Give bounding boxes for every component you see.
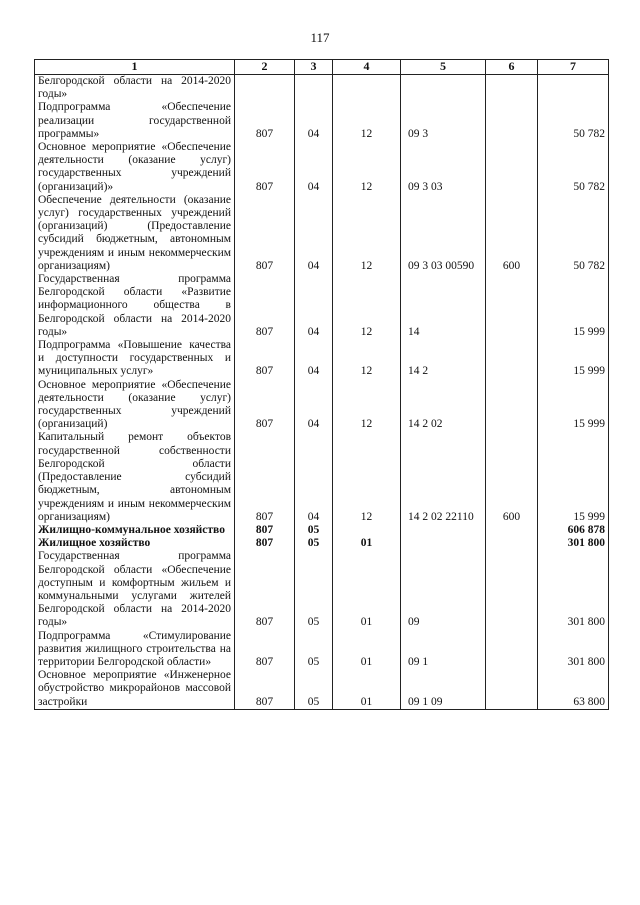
row-name-cell: Основное мероприятие «Инженерное обустройство микрорайонов массовой застройки xyxy=(35,669,235,709)
row-csr-cell xyxy=(401,75,486,102)
row-rz-cell: 04 xyxy=(295,431,333,523)
row-name-cell: Капитальный ремонт объектов государственной собственности Белгородской области (Предоставление субсидий бюджетным, автономным учреждениям и иным некоммерческим организациям) xyxy=(35,431,235,523)
row-amount-cell: 15 999 xyxy=(538,379,609,432)
table-row xyxy=(35,630,609,670)
table-row xyxy=(35,431,609,523)
row-vr-cell: 600 xyxy=(486,431,538,523)
column-header: 4 xyxy=(333,60,401,75)
row-vr-cell xyxy=(486,379,538,432)
row-name-cell: Основное мероприятие «Обеспечение деятельности (оказание услуг) государственных учреждений (организаций)» xyxy=(35,141,235,194)
column-header: 7 xyxy=(538,60,609,75)
budget-table xyxy=(34,59,609,710)
row-vr-cell xyxy=(486,141,538,194)
row-amount-cell: 50 782 xyxy=(538,141,609,194)
table-row xyxy=(35,379,609,432)
row-pr-cell xyxy=(333,524,401,537)
row-csr-cell: 09 3 03 00590 xyxy=(401,194,486,273)
row-pr-cell: 12 xyxy=(333,431,401,523)
row-gr-cell: 807 xyxy=(235,273,295,339)
row-amount-cell: 15 999 xyxy=(538,273,609,339)
row-csr-cell: 14 2 xyxy=(401,339,486,379)
table-row xyxy=(35,273,609,339)
table-row xyxy=(35,339,609,379)
row-rz-cell: 05 xyxy=(295,550,333,629)
row-rz-cell: 04 xyxy=(295,141,333,194)
row-name-cell: Обеспечение деятельности (оказание услуг) государственных учреждений (организаций) (Предоставление субсидий бюджетным, автономным учреждениям и иным некоммерческим организациям) xyxy=(35,194,235,273)
row-gr-cell: 807 xyxy=(235,537,295,550)
row-pr-cell: 12 xyxy=(333,101,401,141)
row-gr-cell: 807 xyxy=(235,669,295,709)
row-vr-cell xyxy=(486,537,538,550)
row-gr-cell: 807 xyxy=(235,630,295,670)
row-name-cell: Жилищно-коммунальное хозяйство xyxy=(35,524,235,537)
row-csr-cell: 14 2 02 xyxy=(401,379,486,432)
row-pr-cell: 01 xyxy=(333,630,401,670)
row-rz-cell: 05 xyxy=(295,669,333,709)
row-pr-cell xyxy=(333,75,401,102)
row-vr-cell xyxy=(486,669,538,709)
row-vr-cell xyxy=(486,75,538,102)
row-name-cell: Подпрограмма «Стимулирование развития жилищного строительства на территории Белгородской области» xyxy=(35,630,235,670)
row-pr-cell: 12 xyxy=(333,339,401,379)
row-name-cell: Белгородской области на 2014-2020 годы» xyxy=(35,75,235,102)
row-vr-cell xyxy=(486,630,538,670)
row-vr-cell xyxy=(486,339,538,379)
row-amount-cell: 15 999 xyxy=(538,339,609,379)
table-header-row xyxy=(35,60,609,75)
row-rz-cell: 05 xyxy=(295,537,333,550)
table-row xyxy=(35,550,609,629)
row-amount-cell: 301 800 xyxy=(538,537,609,550)
row-name-cell: Основное мероприятие «Обеспечение деятельности (оказание услуг) государственных учреждений (организаций) xyxy=(35,379,235,432)
row-name-cell: Подпрограмма «Обеспечение реализации государственной программы» xyxy=(35,101,235,141)
table-body xyxy=(35,75,609,710)
row-gr-cell: 807 xyxy=(235,101,295,141)
row-gr-cell: 807 xyxy=(235,379,295,432)
row-pr-cell: 01 xyxy=(333,537,401,550)
row-csr-cell: 09 3 xyxy=(401,101,486,141)
table-row xyxy=(35,194,609,273)
row-amount-cell: 50 782 xyxy=(538,194,609,273)
row-amount-cell: 15 999 xyxy=(538,431,609,523)
row-csr-cell: 14 2 02 22110 xyxy=(401,431,486,523)
row-rz-cell: 04 xyxy=(295,194,333,273)
row-gr-cell: 807 xyxy=(235,431,295,523)
column-header: 5 xyxy=(401,60,486,75)
row-vr-cell xyxy=(486,524,538,537)
row-gr-cell xyxy=(235,75,295,102)
table-row xyxy=(35,75,609,102)
row-rz-cell xyxy=(295,75,333,102)
row-csr-cell: 09 1 09 xyxy=(401,669,486,709)
row-name-cell: Подпрограмма «Повышение качества и доступности государственных и муниципальных услуг» xyxy=(35,339,235,379)
table-row xyxy=(35,101,609,141)
row-amount-cell xyxy=(538,75,609,102)
row-csr-cell: 09 xyxy=(401,550,486,629)
row-name-cell: Государственная программа Белгородской области «Обеспечение доступным и комфортным жильем и коммунальными услугами жителей Белгородской области на 2014-2020 годы» xyxy=(35,550,235,629)
row-vr-cell xyxy=(486,550,538,629)
row-amount-cell: 301 800 xyxy=(538,550,609,629)
row-csr-cell xyxy=(401,537,486,550)
column-header: 6 xyxy=(486,60,538,75)
row-amount-cell: 50 782 xyxy=(538,101,609,141)
row-gr-cell: 807 xyxy=(235,550,295,629)
row-gr-cell: 807 xyxy=(235,194,295,273)
table-row xyxy=(35,537,609,550)
column-header: 3 xyxy=(295,60,333,75)
row-gr-cell: 807 xyxy=(235,141,295,194)
row-csr-cell: 09 3 03 xyxy=(401,141,486,194)
row-amount-cell: 301 800 xyxy=(538,630,609,670)
row-pr-cell: 12 xyxy=(333,273,401,339)
table-row xyxy=(35,669,609,709)
row-name-cell: Жилищное хозяйство xyxy=(35,537,235,550)
row-pr-cell: 01 xyxy=(333,669,401,709)
row-rz-cell: 05 xyxy=(295,524,333,537)
row-pr-cell: 12 xyxy=(333,379,401,432)
column-header: 1 xyxy=(35,60,235,75)
row-amount-cell: 63 800 xyxy=(538,669,609,709)
row-vr-cell xyxy=(486,273,538,339)
row-pr-cell: 12 xyxy=(333,141,401,194)
row-rz-cell: 04 xyxy=(295,101,333,141)
row-csr-cell: 14 xyxy=(401,273,486,339)
page-number: 117 xyxy=(310,30,330,45)
row-pr-cell: 12 xyxy=(333,194,401,273)
row-rz-cell: 04 xyxy=(295,273,333,339)
table-row xyxy=(35,524,609,537)
table-row xyxy=(35,141,609,194)
row-csr-cell: 09 1 xyxy=(401,630,486,670)
row-rz-cell: 05 xyxy=(295,630,333,670)
row-csr-cell xyxy=(401,524,486,537)
row-name-cell: Государственная программа Белгородской области «Развитие информационного общества в Белгородской области на 2014-2020 годы» xyxy=(35,273,235,339)
row-amount-cell: 606 878 xyxy=(538,524,609,537)
row-gr-cell: 807 xyxy=(235,339,295,379)
row-pr-cell: 01 xyxy=(333,550,401,629)
row-vr-cell: 600 xyxy=(486,194,538,273)
column-header: 2 xyxy=(235,60,295,75)
row-rz-cell: 04 xyxy=(295,339,333,379)
row-gr-cell: 807 xyxy=(235,524,295,537)
row-rz-cell: 04 xyxy=(295,379,333,432)
row-vr-cell xyxy=(486,101,538,141)
